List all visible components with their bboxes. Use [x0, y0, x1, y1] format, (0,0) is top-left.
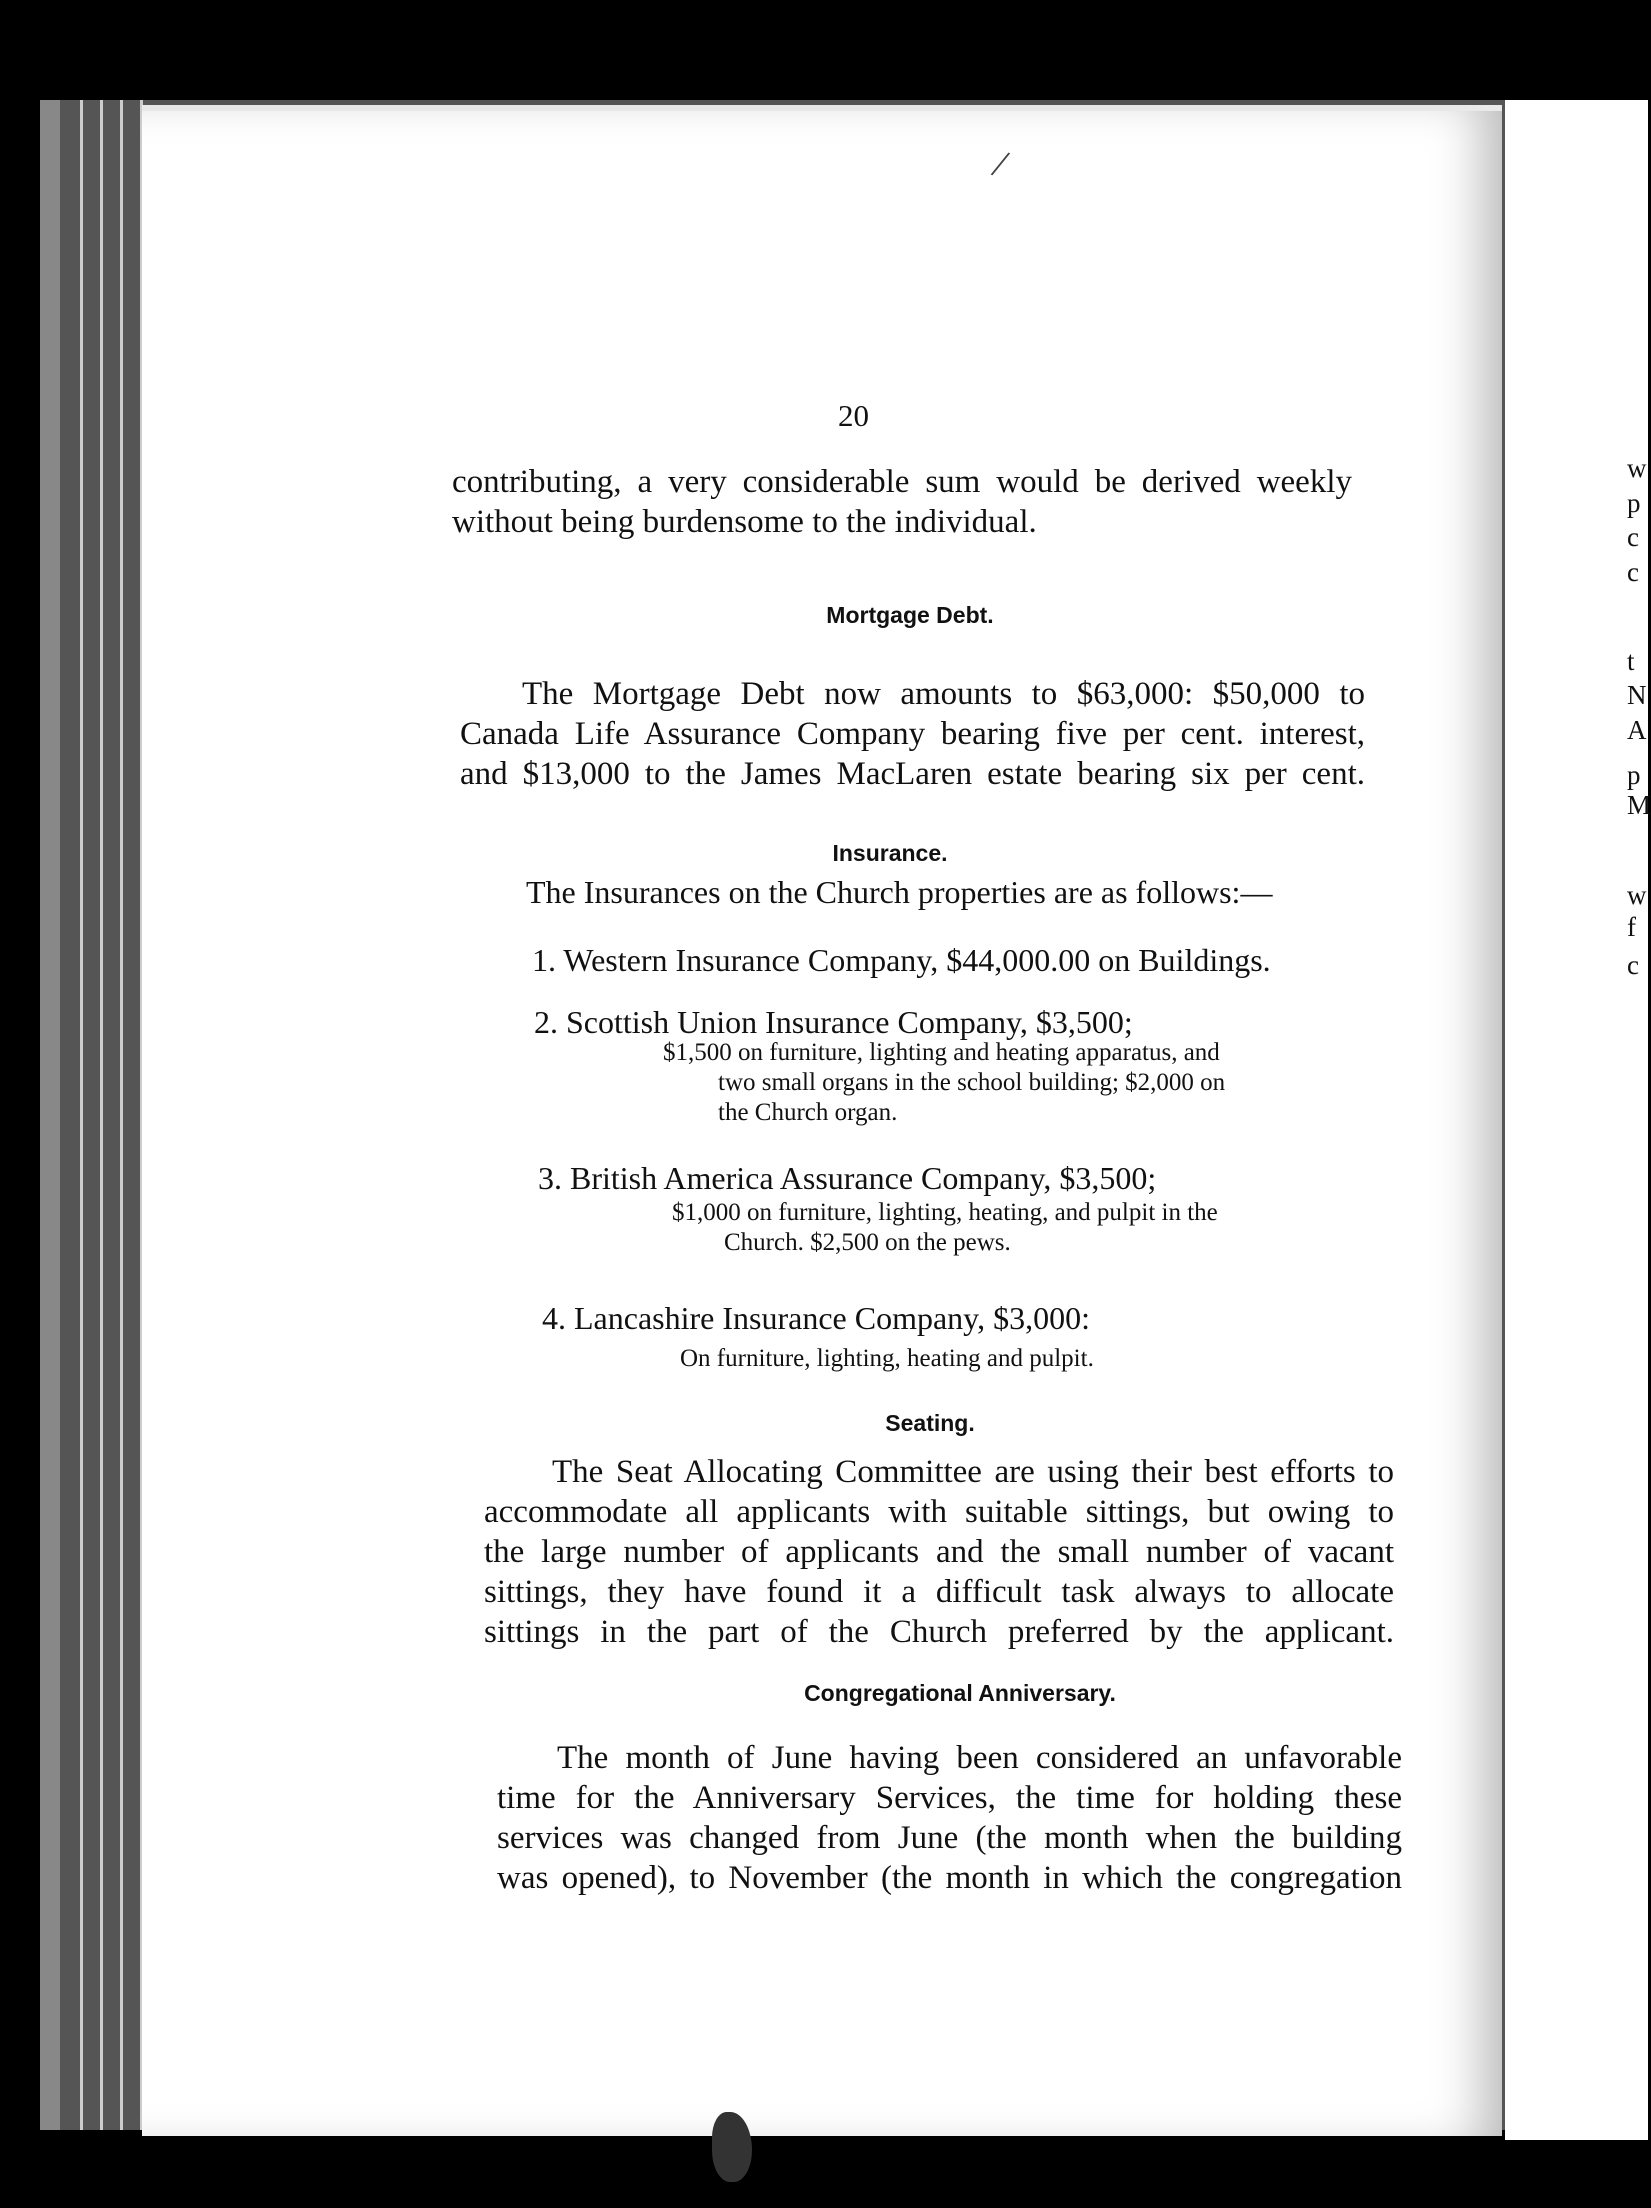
section-heading-insurance: Insurance.	[832, 840, 948, 866]
text-line: and $13,000 to the James MacLaren estate bearing six per cent.	[460, 756, 1365, 792]
stack-edge-line	[120, 100, 123, 2130]
pencil-mark: /	[987, 140, 1014, 187]
adjacent-page-letter: t	[1627, 646, 1635, 676]
adjacent-page-letter: c	[1627, 522, 1639, 552]
text-line: sittings in the part of the Church preferred by the applicant.	[484, 1614, 1394, 1650]
text-line: time for the Anniversary Services, the time for holding these	[497, 1780, 1402, 1816]
adjacent-page-letter: c	[1627, 950, 1639, 980]
detail-line: On furniture, lighting, heating and pulpit.	[680, 1345, 1094, 1372]
insurance-item-label: 4. Lancashire Insurance Company, $3,000:	[542, 1300, 1090, 1336]
insurance-item-details	[680, 1344, 1380, 1374]
text-line: The month of June having been considered an unfavorable	[557, 1740, 1402, 1776]
adjacent-page-letter: p	[1627, 760, 1641, 790]
seating-paragraph	[484, 1452, 1394, 1652]
adjacent-page-letter: A	[1627, 715, 1647, 745]
detail-line: two small organs in the school building; $2,000 on	[718, 1069, 1226, 1096]
insurance-item-details	[663, 1038, 1383, 1128]
detail-line: Church. $2,500 on the pews.	[724, 1229, 1011, 1256]
adjacent-page-letter: c	[1627, 557, 1639, 587]
intro-paragraph	[452, 462, 1352, 542]
insurance-item-details	[672, 1198, 1392, 1258]
anniversary-paragraph	[497, 1738, 1402, 1898]
text-line: without being burdensome to the individual.	[452, 504, 1037, 540]
detail-line: $1,000 on furniture, lighting, heating, and pulpit in the	[672, 1199, 1218, 1226]
text-line: sittings, they have found it a difficult task always to allocate	[484, 1574, 1394, 1610]
text-line: was opened), to November (the month in which the congregation	[497, 1860, 1402, 1896]
text-line: The Mortgage Debt now amounts to $63,000: $50,000 to	[522, 676, 1365, 712]
adjacent-page-edge	[1505, 100, 1648, 2140]
adjacent-page-letter: p	[1627, 488, 1641, 518]
section-heading-mortgage: Mortgage Debt.	[826, 602, 994, 628]
adjacent-page-letter: M	[1627, 790, 1651, 820]
mortgage-paragraph	[460, 674, 1365, 794]
insurance-item-label: 1. Western Insurance Company, $44,000.00 on Buildings.	[532, 942, 1271, 978]
stack-edge-line	[80, 100, 83, 2130]
text-line: accommodate all applicants with suitable sittings, but owing to	[484, 1494, 1394, 1530]
adjacent-page-letter: N	[1627, 680, 1647, 710]
section-heading-seating: Seating.	[885, 1410, 975, 1436]
insurance-item-label: 3. British America Assurance Company, $3,500;	[538, 1160, 1157, 1196]
text-line: contributing, a very considerable sum would be derived weekly	[452, 464, 1352, 500]
insurance-intro: The Insurances on the Church properties are as follows:—	[526, 874, 1273, 910]
detail-line: the Church organ.	[718, 1099, 898, 1126]
adjacent-page-letter: w	[1627, 453, 1647, 483]
page-number: 20	[838, 398, 869, 433]
text-line: Canada Life Assurance Company bearing five per cent. interest,	[460, 716, 1365, 752]
adjacent-page-letter: w	[1627, 880, 1647, 910]
section-heading-anniversary: Congregational Anniversary.	[804, 1680, 1116, 1706]
text-line: the large number of applicants and the small number of vacant	[484, 1534, 1394, 1570]
stack-edge-line	[100, 100, 103, 2130]
adjacent-page-letter: f	[1627, 912, 1636, 942]
insurance-item-label: 2. Scottish Union Insurance Company, $3,500;	[534, 1004, 1133, 1040]
detail-line: $1,500 on furniture, lighting and heating apparatus, and	[663, 1039, 1220, 1066]
text-line: The Seat Allocating Committee are using their best efforts to	[552, 1454, 1394, 1490]
text-line: services was changed from June (the month when the building	[497, 1820, 1402, 1856]
